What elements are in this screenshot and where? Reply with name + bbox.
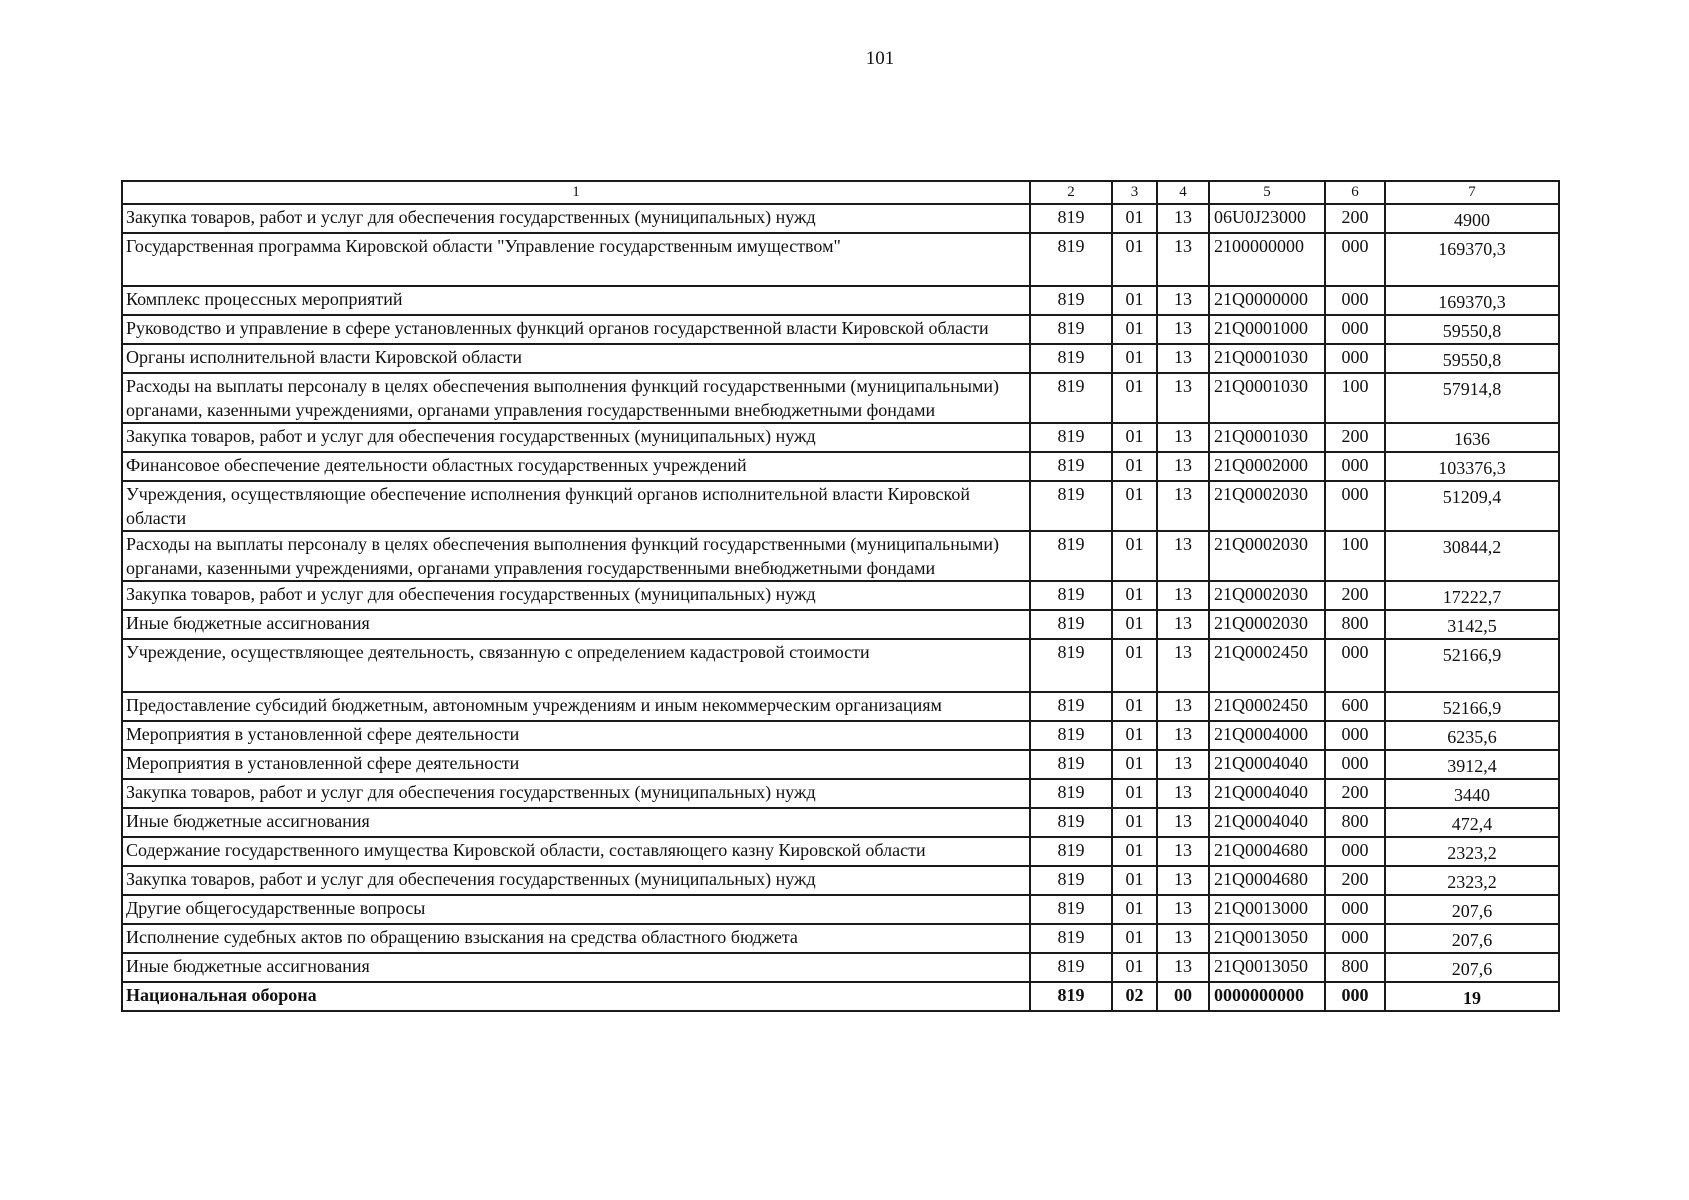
row-name-cell: Закупка товаров, работ и услуг для обеспечения государственных (муниципальных) нужд bbox=[122, 866, 1030, 895]
row-amount-cell: 17222,7 bbox=[1385, 581, 1559, 610]
row-amount-cell: 51209,4 bbox=[1385, 481, 1559, 531]
table-row bbox=[122, 808, 1559, 837]
row-vr-cell: 600 bbox=[1325, 692, 1385, 721]
row-gr-cell: 819 bbox=[1030, 286, 1112, 315]
table-row bbox=[122, 639, 1559, 692]
row-pr-cell: 13 bbox=[1157, 750, 1209, 779]
table-row bbox=[122, 581, 1559, 610]
column-number: 7 bbox=[1385, 181, 1559, 204]
row-pr-cell: 13 bbox=[1157, 610, 1209, 639]
row-pr-cell: 13 bbox=[1157, 481, 1209, 531]
table-row bbox=[122, 344, 1559, 373]
row-rz-cell: 01 bbox=[1112, 779, 1157, 808]
row-name-cell: Учреждения, осуществляющие обеспечение исполнения функций органов исполнительной власти Кировской области bbox=[122, 481, 1030, 531]
row-vr-cell: 000 bbox=[1325, 895, 1385, 924]
row-rz-cell: 01 bbox=[1112, 837, 1157, 866]
row-vr-cell: 200 bbox=[1325, 204, 1385, 233]
row-name-cell: Расходы на выплаты персоналу в целях обеспечения выполнения функций государственными (муниципальными) органами, казенными учреждениями, органами управления государственными внебюджетными фондами bbox=[122, 531, 1030, 581]
row-csr-cell: 21Q0013000 bbox=[1209, 895, 1325, 924]
row-amount-cell: 3912,4 bbox=[1385, 750, 1559, 779]
row-gr-cell: 819 bbox=[1030, 581, 1112, 610]
row-csr-cell: 21Q0004000 bbox=[1209, 721, 1325, 750]
table-row bbox=[122, 837, 1559, 866]
row-vr-cell: 100 bbox=[1325, 373, 1385, 423]
row-gr-cell: 819 bbox=[1030, 233, 1112, 286]
row-name-cell: Предоставление субсидий бюджетным, автономным учреждениям и иным некоммерческим организациям bbox=[122, 692, 1030, 721]
row-name-cell: Иные бюджетные ассигнования bbox=[122, 953, 1030, 982]
row-csr-cell: 21Q0002030 bbox=[1209, 610, 1325, 639]
table-row bbox=[122, 481, 1559, 531]
row-pr-cell: 13 bbox=[1157, 286, 1209, 315]
row-gr-cell: 819 bbox=[1030, 866, 1112, 895]
row-amount-cell: 59550,8 bbox=[1385, 315, 1559, 344]
row-rz-cell: 01 bbox=[1112, 953, 1157, 982]
row-gr-cell: 819 bbox=[1030, 204, 1112, 233]
row-pr-cell: 13 bbox=[1157, 639, 1209, 692]
row-gr-cell: 819 bbox=[1030, 315, 1112, 344]
row-pr-cell: 13 bbox=[1157, 344, 1209, 373]
row-pr-cell: 13 bbox=[1157, 423, 1209, 452]
row-csr-cell: 21Q0001030 bbox=[1209, 423, 1325, 452]
row-amount-cell: 19 bbox=[1385, 982, 1559, 1011]
row-csr-cell: 21Q0002030 bbox=[1209, 531, 1325, 581]
row-pr-cell: 13 bbox=[1157, 531, 1209, 581]
row-vr-cell: 000 bbox=[1325, 315, 1385, 344]
column-number: 5 bbox=[1209, 181, 1325, 204]
row-rz-cell: 01 bbox=[1112, 531, 1157, 581]
row-amount-cell: 169370,3 bbox=[1385, 233, 1559, 286]
row-rz-cell: 01 bbox=[1112, 581, 1157, 610]
row-rz-cell: 01 bbox=[1112, 452, 1157, 481]
row-gr-cell: 819 bbox=[1030, 779, 1112, 808]
row-rz-cell: 01 bbox=[1112, 721, 1157, 750]
row-csr-cell: 21Q0002000 bbox=[1209, 452, 1325, 481]
row-gr-cell: 819 bbox=[1030, 750, 1112, 779]
row-amount-cell: 207,6 bbox=[1385, 924, 1559, 953]
row-name-cell: Расходы на выплаты персоналу в целях обеспечения выполнения функций государственными (муниципальными) органами, казенными учреждениями, органами управления государственными внебюджетными фондами bbox=[122, 373, 1030, 423]
row-csr-cell: 21Q0004040 bbox=[1209, 750, 1325, 779]
table-row bbox=[122, 452, 1559, 481]
row-csr-cell: 2100000000 bbox=[1209, 233, 1325, 286]
row-name-cell: Закупка товаров, работ и услуг для обеспечения государственных (муниципальных) нужд bbox=[122, 581, 1030, 610]
row-name-cell: Руководство и управление в сфере установленных функций органов государственной власти Кировской области bbox=[122, 315, 1030, 344]
column-number: 1 bbox=[122, 181, 1030, 204]
row-vr-cell: 000 bbox=[1325, 721, 1385, 750]
row-amount-cell: 59550,8 bbox=[1385, 344, 1559, 373]
row-pr-cell: 13 bbox=[1157, 721, 1209, 750]
row-amount-cell: 52166,9 bbox=[1385, 639, 1559, 692]
row-gr-cell: 819 bbox=[1030, 692, 1112, 721]
table-row bbox=[122, 779, 1559, 808]
column-number-row bbox=[122, 181, 1559, 204]
table-row bbox=[122, 982, 1559, 1011]
row-vr-cell: 000 bbox=[1325, 481, 1385, 531]
column-number: 2 bbox=[1030, 181, 1112, 204]
row-pr-cell: 13 bbox=[1157, 837, 1209, 866]
table-body bbox=[122, 181, 1559, 1011]
row-pr-cell: 13 bbox=[1157, 452, 1209, 481]
row-name-cell: Содержание государственного имущества Кировской области, составляющего казну Кировской области bbox=[122, 837, 1030, 866]
row-csr-cell: 21Q0001030 bbox=[1209, 344, 1325, 373]
row-vr-cell: 000 bbox=[1325, 837, 1385, 866]
row-amount-cell: 1636 bbox=[1385, 423, 1559, 452]
row-amount-cell: 207,6 bbox=[1385, 895, 1559, 924]
row-amount-cell: 169370,3 bbox=[1385, 286, 1559, 315]
row-amount-cell: 3440 bbox=[1385, 779, 1559, 808]
column-number: 4 bbox=[1157, 181, 1209, 204]
row-csr-cell: 21Q0001030 bbox=[1209, 373, 1325, 423]
row-rz-cell: 01 bbox=[1112, 423, 1157, 452]
row-name-cell: Финансовое обеспечение деятельности областных государственных учреждений bbox=[122, 452, 1030, 481]
row-csr-cell: 06U0J23000 bbox=[1209, 204, 1325, 233]
table-row bbox=[122, 531, 1559, 581]
row-csr-cell: 21Q0004040 bbox=[1209, 808, 1325, 837]
row-rz-cell: 01 bbox=[1112, 204, 1157, 233]
row-vr-cell: 200 bbox=[1325, 866, 1385, 895]
row-csr-cell: 21Q0004040 bbox=[1209, 779, 1325, 808]
row-pr-cell: 00 bbox=[1157, 982, 1209, 1011]
row-vr-cell: 200 bbox=[1325, 581, 1385, 610]
row-name-cell: Мероприятия в установленной сфере деятельности bbox=[122, 750, 1030, 779]
row-vr-cell: 000 bbox=[1325, 639, 1385, 692]
row-amount-cell: 3142,5 bbox=[1385, 610, 1559, 639]
row-gr-cell: 819 bbox=[1030, 837, 1112, 866]
row-rz-cell: 01 bbox=[1112, 866, 1157, 895]
table-row bbox=[122, 610, 1559, 639]
row-csr-cell: 21Q0004680 bbox=[1209, 837, 1325, 866]
row-gr-cell: 819 bbox=[1030, 373, 1112, 423]
table-row bbox=[122, 721, 1559, 750]
row-vr-cell: 800 bbox=[1325, 610, 1385, 639]
table-row bbox=[122, 204, 1559, 233]
row-gr-cell: 819 bbox=[1030, 344, 1112, 373]
row-name-cell: Исполнение судебных актов по обращению взыскания на средства областного бюджета bbox=[122, 924, 1030, 953]
row-name-cell: Мероприятия в установленной сфере деятельности bbox=[122, 721, 1030, 750]
row-gr-cell: 819 bbox=[1030, 808, 1112, 837]
column-number: 6 bbox=[1325, 181, 1385, 204]
row-csr-cell: 21Q0002450 bbox=[1209, 639, 1325, 692]
row-csr-cell: 21Q0001000 bbox=[1209, 315, 1325, 344]
row-name-cell: Органы исполнительной власти Кировской области bbox=[122, 344, 1030, 373]
row-rz-cell: 01 bbox=[1112, 750, 1157, 779]
row-vr-cell: 000 bbox=[1325, 924, 1385, 953]
row-rz-cell: 01 bbox=[1112, 692, 1157, 721]
row-pr-cell: 13 bbox=[1157, 373, 1209, 423]
row-gr-cell: 819 bbox=[1030, 953, 1112, 982]
row-name-cell: Национальная оборона bbox=[122, 982, 1030, 1011]
row-amount-cell: 52166,9 bbox=[1385, 692, 1559, 721]
row-gr-cell: 819 bbox=[1030, 639, 1112, 692]
row-gr-cell: 819 bbox=[1030, 610, 1112, 639]
row-rz-cell: 01 bbox=[1112, 481, 1157, 531]
row-name-cell: Закупка товаров, работ и услуг для обеспечения государственных (муниципальных) нужд bbox=[122, 423, 1030, 452]
row-rz-cell: 02 bbox=[1112, 982, 1157, 1011]
table-row bbox=[122, 233, 1559, 286]
table-row bbox=[122, 895, 1559, 924]
table-row bbox=[122, 750, 1559, 779]
row-pr-cell: 13 bbox=[1157, 692, 1209, 721]
row-vr-cell: 200 bbox=[1325, 423, 1385, 452]
row-gr-cell: 819 bbox=[1030, 423, 1112, 452]
row-gr-cell: 819 bbox=[1030, 924, 1112, 953]
table-row bbox=[122, 286, 1559, 315]
row-vr-cell: 000 bbox=[1325, 233, 1385, 286]
row-csr-cell: 21Q0000000 bbox=[1209, 286, 1325, 315]
row-rz-cell: 01 bbox=[1112, 315, 1157, 344]
row-amount-cell: 2323,2 bbox=[1385, 866, 1559, 895]
row-amount-cell: 472,4 bbox=[1385, 808, 1559, 837]
row-pr-cell: 13 bbox=[1157, 953, 1209, 982]
row-gr-cell: 819 bbox=[1030, 721, 1112, 750]
row-name-cell: Закупка товаров, работ и услуг для обеспечения государственных (муниципальных) нужд bbox=[122, 204, 1030, 233]
row-gr-cell: 819 bbox=[1030, 982, 1112, 1011]
row-name-cell: Иные бюджетные ассигнования bbox=[122, 808, 1030, 837]
row-pr-cell: 13 bbox=[1157, 808, 1209, 837]
row-rz-cell: 01 bbox=[1112, 344, 1157, 373]
row-pr-cell: 13 bbox=[1157, 924, 1209, 953]
row-amount-cell: 207,6 bbox=[1385, 953, 1559, 982]
row-pr-cell: 13 bbox=[1157, 204, 1209, 233]
table-row bbox=[122, 924, 1559, 953]
row-name-cell: Закупка товаров, работ и услуг для обеспечения государственных (муниципальных) нужд bbox=[122, 779, 1030, 808]
row-pr-cell: 13 bbox=[1157, 779, 1209, 808]
row-amount-cell: 2323,2 bbox=[1385, 837, 1559, 866]
row-amount-cell: 4900 bbox=[1385, 204, 1559, 233]
row-rz-cell: 01 bbox=[1112, 610, 1157, 639]
row-vr-cell: 000 bbox=[1325, 750, 1385, 779]
row-vr-cell: 000 bbox=[1325, 344, 1385, 373]
row-vr-cell: 800 bbox=[1325, 808, 1385, 837]
row-csr-cell: 21Q0002450 bbox=[1209, 692, 1325, 721]
row-name-cell: Иные бюджетные ассигнования bbox=[122, 610, 1030, 639]
page-number: 101 bbox=[865, 48, 895, 69]
row-pr-cell: 13 bbox=[1157, 315, 1209, 344]
table-row bbox=[122, 373, 1559, 423]
row-name-cell: Учреждение, осуществляющее деятельность, связанную с определением кадастровой стоимости bbox=[122, 639, 1030, 692]
row-name-cell: Государственная программа Кировской области "Управление государственным имуществом" bbox=[122, 233, 1030, 286]
column-number: 3 bbox=[1112, 181, 1157, 204]
row-vr-cell: 000 bbox=[1325, 286, 1385, 315]
row-gr-cell: 819 bbox=[1030, 531, 1112, 581]
row-gr-cell: 819 bbox=[1030, 895, 1112, 924]
row-csr-cell: 21Q0013050 bbox=[1209, 953, 1325, 982]
row-csr-cell: 0000000000 bbox=[1209, 982, 1325, 1011]
row-gr-cell: 819 bbox=[1030, 452, 1112, 481]
row-vr-cell: 200 bbox=[1325, 779, 1385, 808]
row-rz-cell: 01 bbox=[1112, 286, 1157, 315]
row-rz-cell: 01 bbox=[1112, 639, 1157, 692]
row-vr-cell: 000 bbox=[1325, 982, 1385, 1011]
table-row bbox=[122, 692, 1559, 721]
budget-table bbox=[121, 180, 1560, 1012]
row-csr-cell: 21Q0004680 bbox=[1209, 866, 1325, 895]
row-pr-cell: 13 bbox=[1157, 581, 1209, 610]
row-gr-cell: 819 bbox=[1030, 481, 1112, 531]
table-row bbox=[122, 423, 1559, 452]
row-name-cell: Комплекс процессных мероприятий bbox=[122, 286, 1030, 315]
row-csr-cell: 21Q0002030 bbox=[1209, 581, 1325, 610]
row-csr-cell: 21Q0013050 bbox=[1209, 924, 1325, 953]
row-amount-cell: 6235,6 bbox=[1385, 721, 1559, 750]
table-row bbox=[122, 315, 1559, 344]
row-amount-cell: 57914,8 bbox=[1385, 373, 1559, 423]
table-row bbox=[122, 866, 1559, 895]
row-rz-cell: 01 bbox=[1112, 924, 1157, 953]
row-vr-cell: 000 bbox=[1325, 452, 1385, 481]
table-row bbox=[122, 953, 1559, 982]
row-rz-cell: 01 bbox=[1112, 373, 1157, 423]
row-pr-cell: 13 bbox=[1157, 866, 1209, 895]
row-amount-cell: 103376,3 bbox=[1385, 452, 1559, 481]
row-name-cell: Другие общегосударственные вопросы bbox=[122, 895, 1030, 924]
row-rz-cell: 01 bbox=[1112, 233, 1157, 286]
row-rz-cell: 01 bbox=[1112, 895, 1157, 924]
row-amount-cell: 30844,2 bbox=[1385, 531, 1559, 581]
row-csr-cell: 21Q0002030 bbox=[1209, 481, 1325, 531]
row-pr-cell: 13 bbox=[1157, 233, 1209, 286]
row-pr-cell: 13 bbox=[1157, 895, 1209, 924]
row-rz-cell: 01 bbox=[1112, 808, 1157, 837]
row-vr-cell: 100 bbox=[1325, 531, 1385, 581]
row-vr-cell: 800 bbox=[1325, 953, 1385, 982]
